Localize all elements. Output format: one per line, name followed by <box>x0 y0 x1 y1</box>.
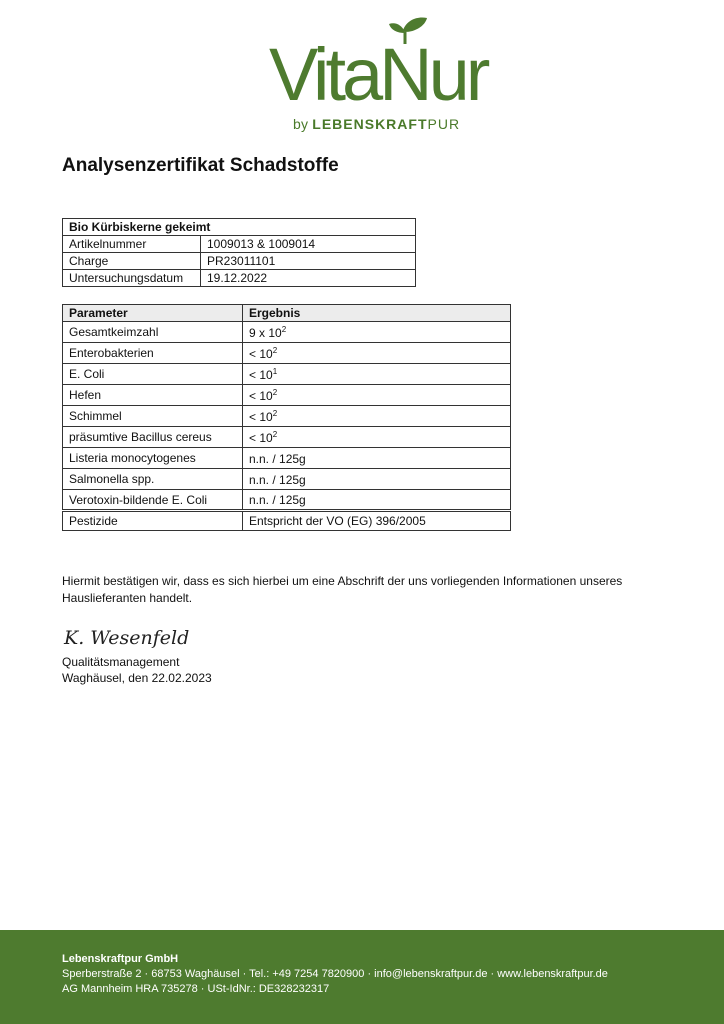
product-name-row <box>63 219 416 236</box>
parameter-cell: präsumtive Bacillus cereus <box>63 427 243 448</box>
table-row <box>63 322 511 343</box>
result-cell: < $10^2$ <box>243 343 511 364</box>
result-cell: n.n. / 125g <box>243 469 511 490</box>
parameter-cell: Listeria monocytogenes <box>63 448 243 469</box>
info-value: 19.12.2022 <box>201 270 416 287</box>
result-cell: < $10^2$ <box>243 406 511 427</box>
page-title: Analysenzertifikat Schadstoffe <box>62 155 339 176</box>
parameter-cell: Schimmel <box>63 406 243 427</box>
column-header-result: Ergebnis <box>243 305 511 322</box>
result-cell: < $10^1$ <box>243 364 511 385</box>
parameter-cell: Verotoxin-bildende E. Coli <box>63 490 243 511</box>
table-row <box>63 236 416 253</box>
info-label: Untersuchungsdatum <box>63 270 201 287</box>
footer-address: Sperberstraße 2 · 68753 Waghäusel · Tel.: +49 7254 7820900 · info@lebenskraftpur.de · www.lebenskraftpur.de <box>62 968 608 980</box>
column-header-parameter: Parameter <box>63 305 243 322</box>
parameter-cell: E. Coli <box>63 364 243 385</box>
table-row <box>63 385 511 406</box>
handwritten-signature-icon <box>62 620 202 656</box>
table-row <box>63 469 511 490</box>
pesticide-row <box>63 511 511 531</box>
parameter-cell: Salmonella spp. <box>63 469 243 490</box>
table-row <box>63 490 511 511</box>
result-cell: < $10^2$ <box>243 385 511 406</box>
table-row <box>63 448 511 469</box>
result-cell: Entspricht der VO (EG) 396/2005 <box>243 511 511 531</box>
vitanur-logo-icon <box>267 14 487 116</box>
footer-company: Lebenskraftpur GmbH <box>62 953 179 965</box>
confirmation-text: Hiermit bestätigen wir, dass es sich hierbei um eine Abschrift der uns vorliegenden Informationen unseres Hauslieferanten handelt. <box>62 574 623 605</box>
table-row <box>63 270 416 287</box>
svg-text:VitaNur: VitaNur <box>269 33 487 116</box>
result-cell: 9 x $10^2$ <box>243 322 511 343</box>
result-cell: n.n. / 125g <box>243 448 511 469</box>
parameter-cell: Hefen <box>63 385 243 406</box>
footer-registry: AG Mannheim HRA 735278 · USt-IdNr.: DE328232317 <box>62 983 330 995</box>
parameter-cell: Gesamtkeimzahl <box>63 322 243 343</box>
results-header-row <box>63 305 511 322</box>
brand-logo <box>0 14 724 138</box>
parameter-cell: Pestizide <box>63 511 243 531</box>
parameter-cell: Enterobakterien <box>63 343 243 364</box>
results-table <box>62 304 511 531</box>
info-label: Artikelnummer <box>63 236 201 253</box>
info-value: PR23011101 <box>201 253 416 270</box>
info-label: Charge <box>63 253 201 270</box>
table-row <box>63 406 511 427</box>
signature-role: Qualitätsmanagement <box>62 655 180 669</box>
product-name: Bio Kürbiskerne gekeimt <box>63 219 416 236</box>
result-cell: < $10^2$ <box>243 427 511 448</box>
result-cell: n.n. / 125g <box>243 490 511 511</box>
table-row <box>63 343 511 364</box>
table-row <box>63 364 511 385</box>
product-info-table <box>62 218 416 287</box>
page-footer <box>0 930 724 1024</box>
brand-byline: by LEBENSKRAFTPUR <box>293 116 461 132</box>
signature-block <box>62 654 212 686</box>
signature-place-date: Waghäusel, den 22.02.2023 <box>62 671 212 685</box>
table-row <box>63 427 511 448</box>
table-row <box>63 253 416 270</box>
svg-text:K. Wesenfeld: K. Wesenfeld <box>64 627 190 649</box>
info-value: 1009013 & 1009014 <box>201 236 416 253</box>
